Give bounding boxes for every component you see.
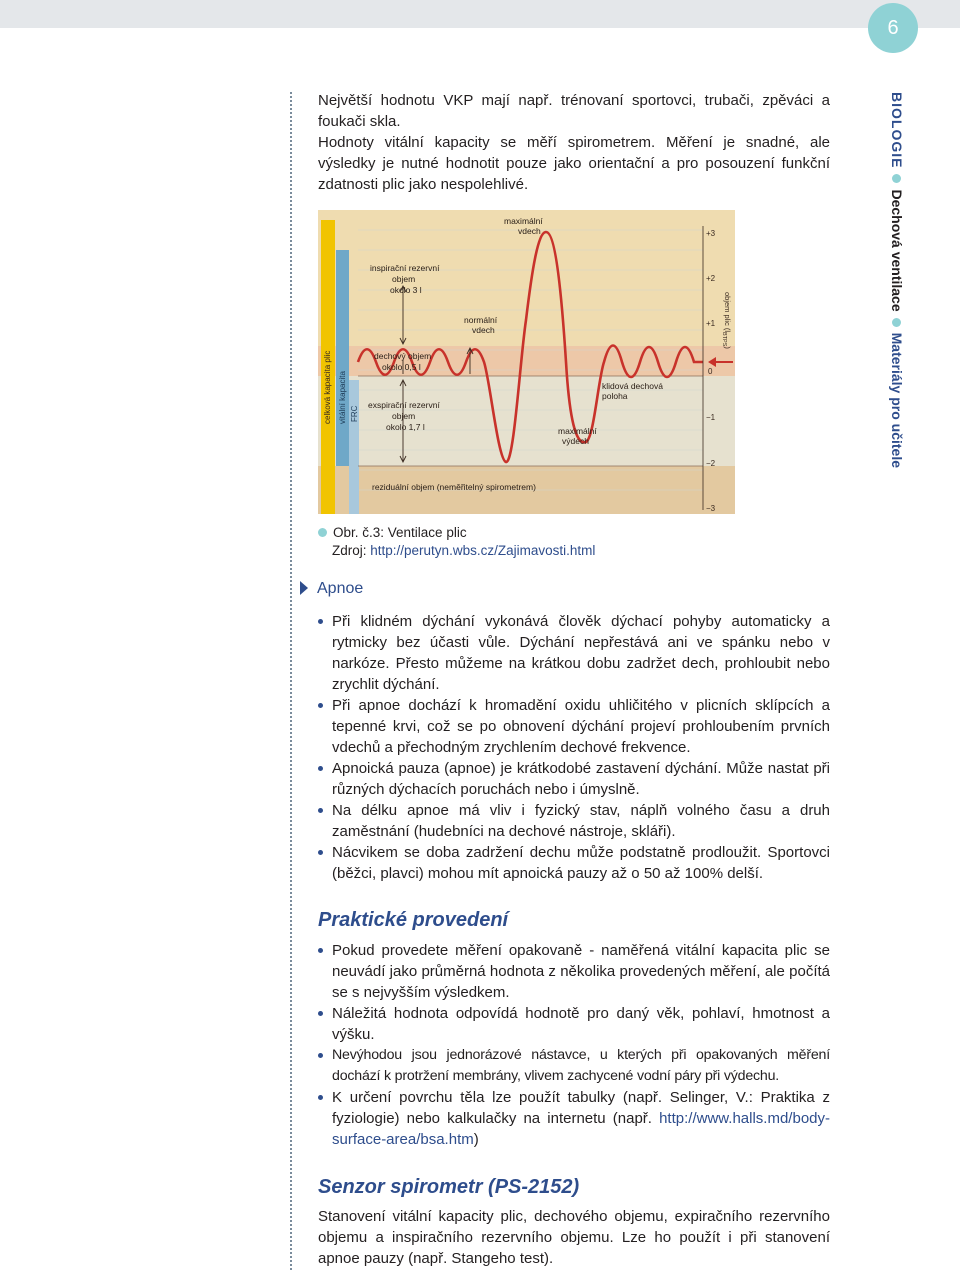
max-inspiration-label-1: maximální [504, 216, 543, 226]
normal-inspiration-label-1: normální [464, 315, 498, 325]
list-item: Apnoická pauza (apnoe) je krátkodobé zastavení dýchání. Může nastat při různých dýchacích poruchách nebo i úmyslně. [318, 758, 830, 800]
list-item-close: ) [473, 1131, 479, 1148]
max-expiration-label-2: výdech [562, 436, 589, 446]
side-title-subject: BIOLOGIE [889, 92, 905, 169]
intro-paragraph-1: Největší hodnotu VKP mají např. trénovaní sportovci, trubači, zpěváci a foukači skla. [318, 92, 830, 130]
tidal-label-2: okolo 0,5 l [382, 362, 421, 372]
page-number-badge: 6 [868, 3, 918, 53]
apnoe-heading-text: Apnoe [317, 580, 364, 597]
resting-position-label-1: klidová dechová [602, 381, 663, 391]
vital-capacity-label: vitální kapacita [338, 371, 347, 424]
practical-list [318, 940, 830, 1150]
caption-dot-icon [318, 528, 327, 537]
erv-band [318, 376, 735, 466]
erv-label-3: okolo 1,7 l [386, 422, 425, 432]
list-item: Náležitá hodnota odpovídá hodnotě pro daný věk, pohlaví, hmotnost a výšku. [318, 1003, 830, 1045]
max-expiration-label-1: maximální [558, 426, 597, 436]
apnoe-list [318, 611, 830, 884]
lung-volume-sub: BTPS [721, 332, 727, 347]
scale-tick: −3 [706, 504, 716, 513]
erv-label-2: objem [392, 411, 416, 421]
scale-tick: +3 [706, 229, 716, 238]
lung-volume-text: objem plic (l [723, 292, 732, 333]
side-title-section: Materiály pro učitele [889, 332, 905, 469]
bsa-link[interactable]: http://www.halls.md/body-surface-area/bsa.htm [332, 1110, 830, 1148]
residual-label: reziduální objem (neměřitelný spirometrem) [372, 482, 536, 492]
intro-text [318, 90, 830, 195]
scale-tick: −2 [706, 459, 716, 468]
figure-caption [318, 524, 595, 560]
section-marker-icon [300, 581, 308, 595]
list-item: Při apnoe dochází k hromadění oxidu uhličitého v plicních sklípcích a tepenné krvi, což se po obnovení dýchání projeví prohloubením prvních vdechů a přechodným zrychlením dechové frekvence. [318, 695, 830, 758]
caption-source-link[interactable]: http://perutyn.wbs.cz/Zajimavosti.html [370, 543, 596, 558]
irv-label-2: objem [392, 274, 416, 284]
apnoe-list-block [318, 611, 830, 884]
practical-list-block [318, 940, 830, 1150]
side-title [883, 92, 905, 512]
lung-ventilation-figure [318, 210, 735, 514]
list-item: Nácvikem se doba zadržení dechu může podstatně prodloužit. Sportovci (běžci, plavci) mohou mít apnoická pauzy až o 50 až 100% delší. [318, 842, 830, 884]
frc-bar [349, 380, 359, 514]
scale-tick: −1 [706, 413, 716, 422]
list-item: Na délku apnoe má vliv i fyzický stav, náplň volného času a druh zaměstnání (hudebníci na dechové nástroje, skláři). [318, 800, 830, 842]
list-item-text: K určení povrchu těla lze použít tabulky (např. Selinger, V.: Praktika z fyziologie) nebo kalkulačky na internetu (např. [332, 1089, 830, 1127]
list-item: Při klidném dýchání vykonává člověk dýchací pohyby automaticky a rytmicky bez účasti vůle. Dýchání nepřestává ani ve spánku nebo v narkóze. Přesto můžeme na krátkou dobu zadržet dech, prohloubit nebo zrychlit dýchání. [318, 611, 830, 695]
erv-label-1: exspirační rezervní [368, 400, 440, 410]
spirogram-diagram [318, 210, 735, 514]
total-capacity-label: celková kapacita plic [323, 350, 332, 424]
list-item: Pokud provedete měření opakovaně - naměřená vitální kapacita plic se neuvádí jako průměrná hodnota z několika provedených měření, ale počítá se s nejvyšším výsledkem. [318, 940, 830, 1003]
caption-source-label: Zdroj: [332, 543, 371, 558]
scale-tick: 0 [708, 367, 713, 376]
list-item-with-link [318, 1087, 830, 1150]
apnoe-heading [300, 580, 363, 598]
max-inspiration-label-2: vdech [518, 226, 541, 236]
tidal-label-1: dechový objem [374, 351, 432, 361]
resting-position-label-2: poloha [602, 391, 628, 401]
side-title-topic: Dechová ventilace [889, 189, 905, 312]
header-band [0, 0, 960, 28]
vital-capacity-bar [336, 250, 349, 466]
irv-label-1: inspirační rezervní [370, 263, 440, 273]
intro-paragraph-2: Hodnoty vitální kapacity se měří spirometrem. Měření je snadné, ale výsledky je nutné hodnotit pouze jako orientační a pro posouzení funkční zdatnosti plic jako nespolehlivé. [318, 134, 830, 193]
scale-tick: +2 [706, 274, 716, 283]
irv-label-3: okolo 3 l [390, 285, 422, 295]
sensor-text-block [318, 1206, 830, 1269]
normal-inspiration-label-2: vdech [472, 325, 495, 335]
frc-label: FRC [350, 405, 359, 422]
bullet-dot-icon [892, 318, 901, 327]
sensor-heading: Senzor spirometr (PS-2152) [318, 1176, 580, 1198]
bullet-dot-icon [892, 174, 901, 183]
scale-tick: +1 [706, 319, 716, 328]
lung-volume-close: ) [723, 346, 732, 349]
margin-dotted-line [290, 92, 292, 1270]
caption-title: Obr. č.3: Ventilace plic [333, 525, 467, 540]
practical-heading: Praktické provedení [318, 909, 509, 931]
sensor-paragraph: Stanovení vitální kapacity plic, dechového objemu, expiračního rezervního objemu a inspiračního rezervního objemu. Lze ho použít i při stanovení apnoe pauzy (např. Stangeho test). [318, 1208, 830, 1267]
list-item: Nevýhodou jsou jednorázové nástavce, u kterých při opakovaných měření dochází k protržení membrány, vlivem zachycené vodní páry při výdechu. [318, 1045, 830, 1087]
